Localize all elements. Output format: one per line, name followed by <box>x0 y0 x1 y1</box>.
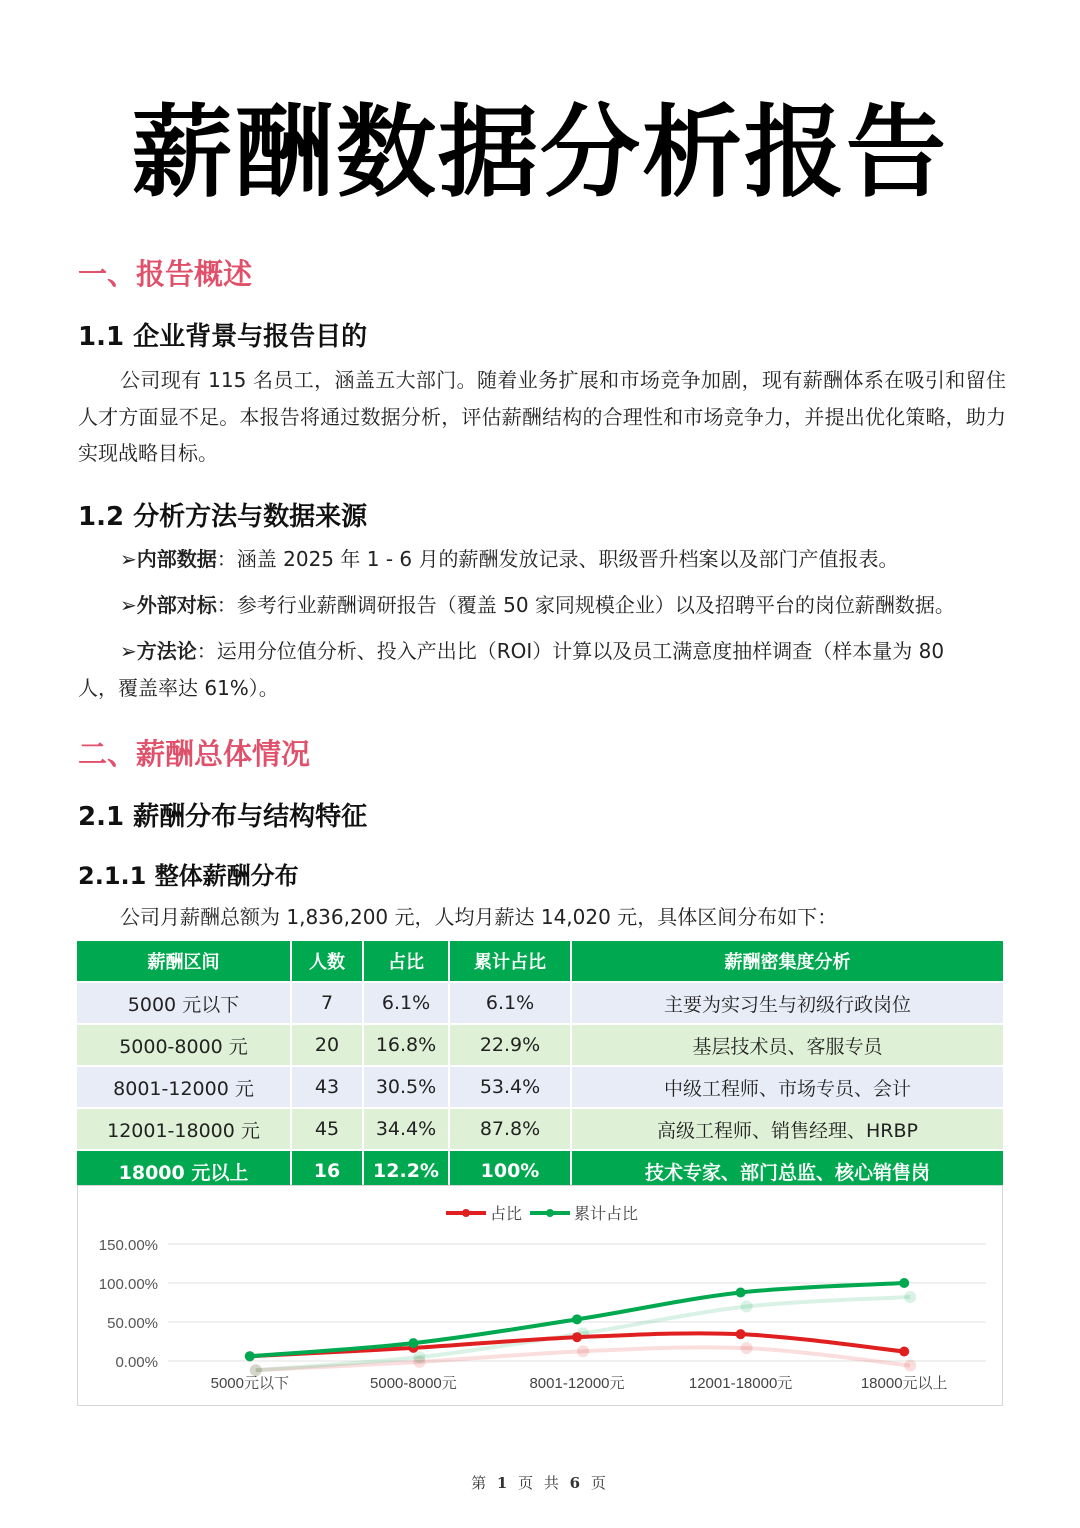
distribution-line-chart <box>77 1185 1003 1406</box>
footer-prefix: 第 <box>471 1474 490 1492</box>
table-row <box>77 1024 1004 1066</box>
header-range: 薪酬区间 <box>77 941 291 982</box>
cell-analysis: 技术专家、部门总监、核心销售岗 <box>571 1150 1004 1191</box>
cell-count: 7 <box>291 982 363 1024</box>
series-shadow-point <box>577 1345 589 1357</box>
cell-range: 12001-18000 元 <box>77 1108 291 1150</box>
cell-ratio: 6.1% <box>363 982 449 1024</box>
cell-range: 8001-12000 元 <box>77 1066 291 1108</box>
header-cumulative: 累计占比 <box>449 941 571 982</box>
cell-ratio: 12.2% <box>363 1150 449 1191</box>
cell-ratio: 30.5% <box>363 1066 449 1108</box>
bullet-text: ：运用分位值分析、投入产出比（ROI）计算以及员工满意度抽样调查（样本量为 80 <box>196 639 945 663</box>
bullet-lead: 方法论 <box>136 639 197 663</box>
cell-cumulative: 87.8% <box>449 1108 571 1150</box>
arrow-bullet-icon: ➢ <box>120 593 137 617</box>
data-point <box>736 1329 746 1339</box>
cell-count: 16 <box>291 1150 363 1191</box>
subsection-heading-distribution: 2.1 薪酬分布与结构特征 <box>78 802 368 832</box>
bullet-external-benchmark <box>78 587 1006 624</box>
cell-range: 18000 元以上 <box>77 1150 291 1191</box>
arrow-bullet-icon: ➢ <box>120 547 137 571</box>
bullet-internal-data <box>78 541 1006 578</box>
subsection-heading-methods: 1.2 分析方法与数据来源 <box>78 502 368 532</box>
arrow-bullet-icon: ➢ <box>120 639 137 663</box>
series-shadow-point <box>413 1351 425 1363</box>
bullet-continuation: 人，覆盖率达 61%）。 <box>78 675 279 700</box>
data-point <box>899 1278 909 1288</box>
cell-cumulative: 100% <box>449 1150 571 1191</box>
cell-ratio: 16.8% <box>363 1024 449 1066</box>
bullet-text: ：参考行业薪酬调研报告（覆盖 50 家同规模企业）以及招聘平台的岗位薪酬数据。 <box>216 593 955 617</box>
series-shadow-point <box>741 1301 753 1313</box>
cell-count: 20 <box>291 1024 363 1066</box>
cell-analysis: 主要为实习生与初级行政岗位 <box>571 982 1004 1024</box>
bullet-methodology <box>78 633 1006 706</box>
bullet-text: ：涵盖 2025 年 1 - 6 月的薪酬发放记录、职级晋升档案以及部门产值报表。 <box>216 547 899 571</box>
series-shadow-point <box>904 1359 916 1371</box>
bullet-lead: 内部数据 <box>136 547 217 571</box>
series-shadow-point <box>904 1291 916 1303</box>
x-tick-label: 5000-8000元 <box>370 1375 457 1392</box>
section-heading-overview: 一、报告概述 <box>78 257 253 291</box>
legend-swatch-dot <box>462 1209 470 1217</box>
cell-range: 5000-8000 元 <box>77 1024 291 1066</box>
data-point <box>572 1332 582 1342</box>
series-shadow-point <box>250 1364 262 1376</box>
section-heading-overall: 二、薪酬总体情况 <box>78 737 311 771</box>
data-point <box>408 1338 418 1348</box>
y-tick-label: 100.00% <box>98 1276 158 1293</box>
cell-analysis: 中级工程师、市场专员、会计 <box>571 1066 1004 1108</box>
table-row <box>77 1066 1004 1108</box>
cell-range: 5000 元以下 <box>77 982 291 1024</box>
series-shadow-point <box>741 1342 753 1354</box>
header-count: 人数 <box>291 941 363 982</box>
page-footer <box>0 1472 1080 1493</box>
header-ratio: 占比 <box>363 941 449 982</box>
data-point <box>736 1288 746 1298</box>
legend-swatch-dot <box>546 1209 554 1217</box>
table-row <box>77 982 1004 1024</box>
x-tick-label: 12001-18000元 <box>688 1375 793 1392</box>
footer-total-pages: 6 <box>569 1474 584 1492</box>
cell-analysis: 高级工程师、销售经理、HRBP <box>571 1108 1004 1150</box>
background-paragraph: 公司现有 115 名员工，涵盖五大部门。随着业务扩展和市场竞争加剧，现有薪酬体系在吸引和留住人才方面显不足。本报告将通过数据分析，评估薪酬结构的合理性和市场竞争力，并提出优化策略，助力实现战略目标。 <box>78 368 1006 465</box>
cell-count: 43 <box>291 1066 363 1108</box>
y-tick-label: 150.00% <box>98 1237 158 1254</box>
cell-cumulative: 22.9% <box>449 1024 571 1066</box>
x-tick-label: 5000元以下 <box>210 1375 289 1392</box>
footer-suffix: 页 <box>590 1474 609 1492</box>
y-tick-label: 0.00% <box>115 1354 158 1371</box>
legend-label: 累计占比 <box>574 1204 639 1223</box>
cell-analysis: 基层技术员、客服专员 <box>571 1024 1004 1066</box>
cell-ratio: 34.4% <box>363 1108 449 1150</box>
header-analysis: 薪酬密集度分析 <box>571 941 1004 982</box>
report-title: 薪酬数据分析报告 <box>132 94 948 211</box>
subsubsection-heading-overall-dist: 2.1.1 整体薪酬分布 <box>78 862 299 890</box>
data-point <box>899 1346 909 1356</box>
salary-distribution-table <box>77 941 1005 1191</box>
x-tick-label: 8001-12000元 <box>529 1375 625 1392</box>
cell-cumulative: 53.4% <box>449 1066 571 1108</box>
table-header-row <box>77 941 1004 982</box>
bullet-lead: 外部对标 <box>136 593 217 617</box>
data-point <box>245 1351 255 1361</box>
x-tick-label: 18000元以上 <box>860 1375 948 1392</box>
chart-svg <box>78 1186 1002 1405</box>
y-tick-label: 50.00% <box>107 1315 158 1332</box>
legend-label: 占比 <box>490 1204 523 1223</box>
table-row <box>77 1108 1004 1150</box>
subsection-heading-background: 1.1 企业背景与报告目的 <box>78 322 368 352</box>
footer-page-number: 1 <box>496 1474 511 1492</box>
footer-mid: 页 共 <box>518 1474 562 1492</box>
distribution-intro: 公司月薪酬总额为 1,836,200 元，人均月薪达 14,020 元，具体区间分布如下： <box>120 905 838 929</box>
cell-count: 45 <box>291 1108 363 1150</box>
cell-cumulative: 6.1% <box>449 982 571 1024</box>
data-point <box>572 1314 582 1324</box>
